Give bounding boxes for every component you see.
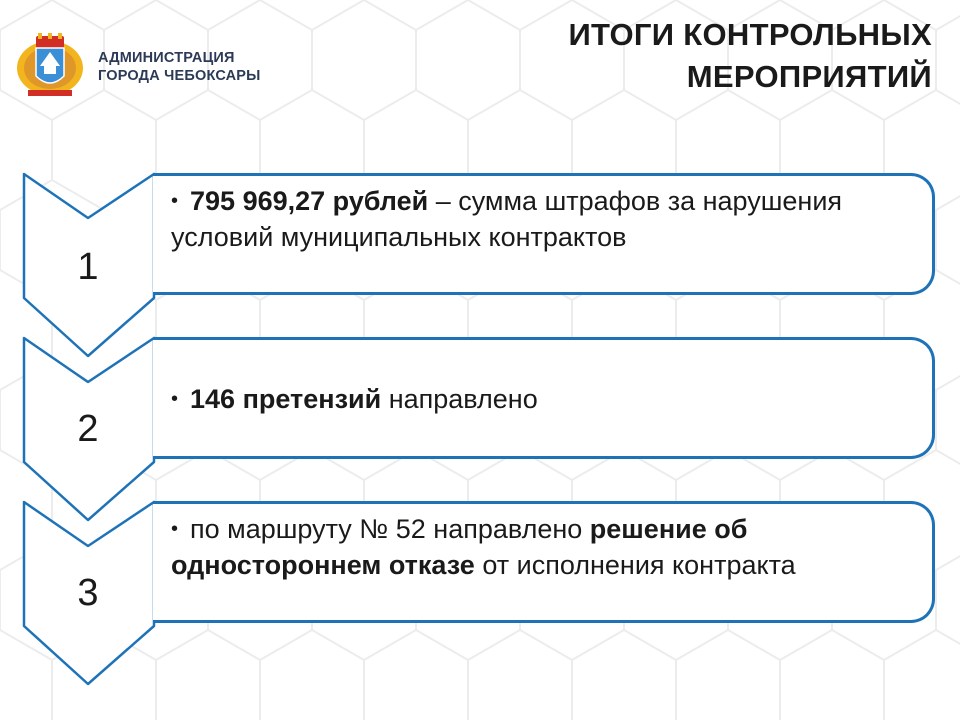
slide-title-line-2: МЕРОПРИЯТИЙ bbox=[686, 59, 932, 94]
slide-title-line-1: ИТОГИ КОНТРОЛЬНЫХ bbox=[568, 17, 932, 52]
step-3-content-box bbox=[153, 501, 935, 623]
step-2-text: направлено bbox=[381, 384, 538, 414]
step-3-text-prefix: по маршруту № 52 направлено bbox=[190, 514, 590, 544]
step-3-highlight: решение об одностороннем отказе bbox=[171, 514, 748, 580]
organization-name-line-2: ГОРОДА ЧЕБОКСАРЫ bbox=[98, 68, 261, 84]
organization-name bbox=[98, 49, 261, 85]
slide-title bbox=[568, 14, 932, 98]
bullet-icon: • bbox=[171, 518, 179, 540]
step-1-content-box bbox=[153, 173, 935, 295]
step-2-number: 2 bbox=[77, 408, 99, 450]
step-3-number: 3 bbox=[77, 572, 99, 614]
step-1-number: 1 bbox=[77, 246, 99, 288]
bullet-icon: • bbox=[171, 190, 179, 212]
bullet-icon: • bbox=[171, 388, 179, 410]
city-coat-of-arms-icon bbox=[14, 32, 86, 98]
step-2-highlight: 146 претензий bbox=[190, 384, 382, 414]
step-2-content-box bbox=[153, 337, 935, 459]
step-3-text: от исполнения контракта bbox=[474, 550, 796, 580]
organization-name-line-1: АДМИНИСТРАЦИЯ bbox=[98, 50, 235, 66]
step-1-highlight: 795 969,27 рублей bbox=[190, 186, 429, 216]
step-1-text: – сумма штрафов за нарушения условий муниципальных контрактов bbox=[171, 186, 843, 252]
